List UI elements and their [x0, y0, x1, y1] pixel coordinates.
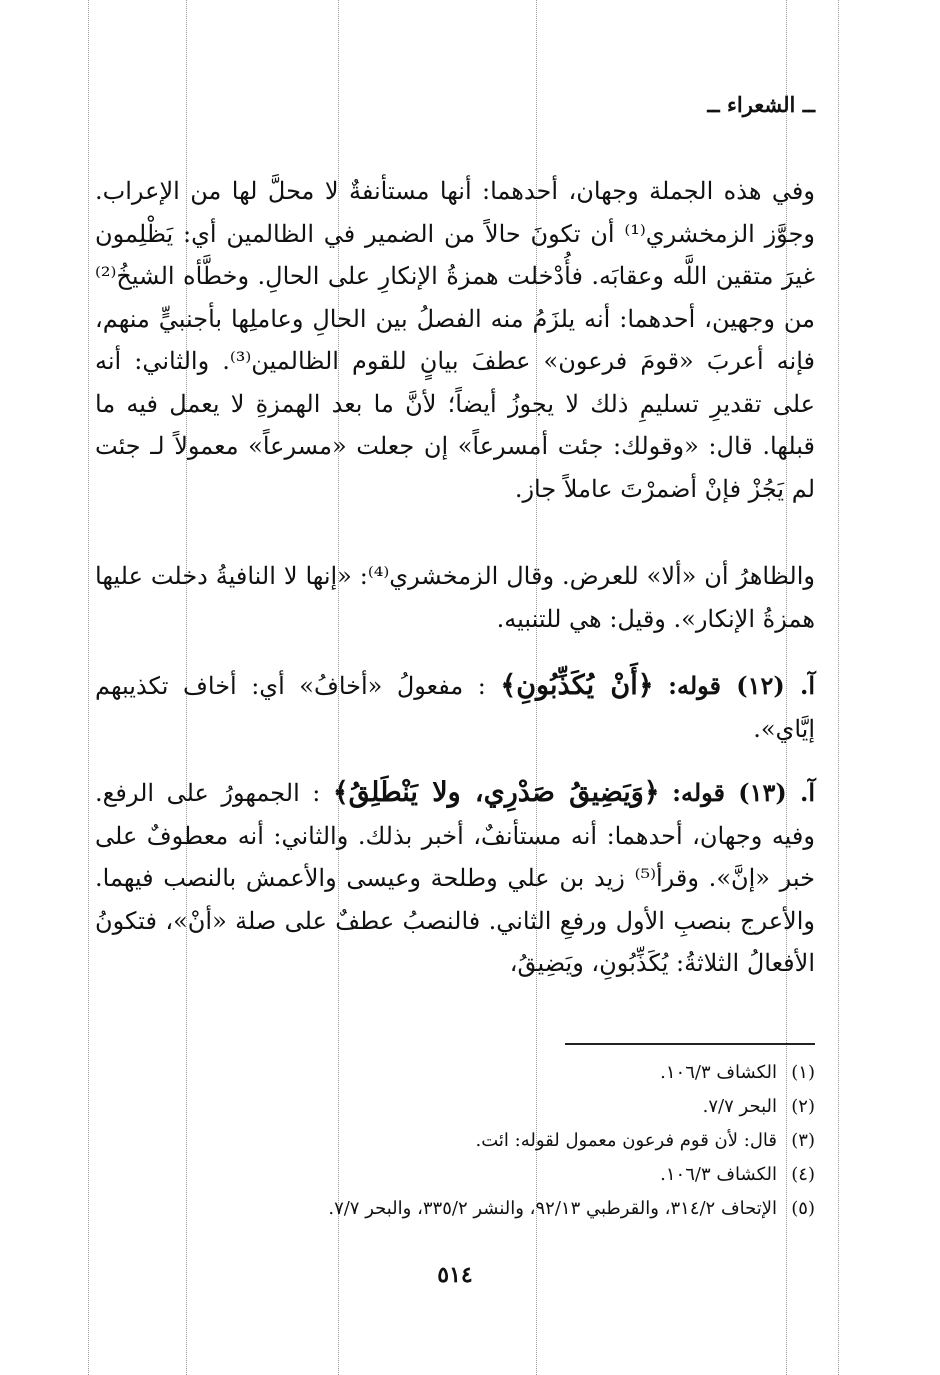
footnote-number: (٢) — [791, 1096, 815, 1117]
footnote-text: الإتحاف ٣١٤/٢، والقرطبي ٩٢/١٣، والنشر ٣٣٥/٢، والبحر ٧/٧. — [328, 1198, 777, 1219]
paragraph-1 — [95, 170, 815, 510]
footnote-text: الكشاف ١٠٦/٣. — [660, 1164, 777, 1185]
verse-13-text: : الجمهورُ على الرفع. وفيه وجهان، أحدهما: أنه مستأنفٌ، أخبر بذلك. والثاني: أنه معطوفٌ على خبر «إنَّ». وقرأ⁽⁵⁾ زيد بن علي وطلحة وعيسى والأعمش بالنصب فيهما. والأعرج بنصبِ الأول ورفعِ الثاني. فالنصبُ عطفٌ على صلة «أنْ»، فتكونُ الأفعالُ الثلاثةُ: يُكَذِّبُونِ، ويَضِيقُ، — [95, 779, 816, 977]
footnote-number: (٤) — [791, 1164, 815, 1185]
footnote-item — [95, 1158, 815, 1192]
footnote-item — [95, 1192, 815, 1226]
document-page — [95, 0, 815, 1375]
verse-12-text: : مفعولُ «أخافُ» أي: أخاف تكذيبهم إيَّاي». — [95, 672, 815, 743]
footnote-item — [95, 1124, 815, 1158]
footnote-item — [95, 1090, 815, 1124]
verse-12-commentary — [95, 665, 815, 750]
paragraph-1-text: وفي هذه الجملة وجهان، أحدهما: أنها مستأنفةٌ لا محلَّ لها من الإعراب. وجوَّز الزمخشري⁽¹⁾ أن تكونَ حالاً من الضمير في الظالمين أي: يَظْلِمون غيرَ متقين اللَّه وعقابَه. فأُدْخلت همزةُ الإنكارِ على الحالِ. وخطَّأه الشيخُ⁽²⁾ من وجهين، أحدهما: أنه يلزَمُ منه الفصلُ بين الحالِ وعاملِها بأجنبيٍّ منهم، فإنه أعربَ «قومَ فرعون» عطفَ بيانٍ للقوم الظالمين⁽³⁾. والثاني: أنه على تقديرِ تسليمِ ذلك لا يجوزُ أيضاً؛ لأنَّ ما بعد الهمزةِ لا يعمل فيه ما قبلها. قال: «وقولك: جئت أمسرعاً» إن جعلت «مسرعاً» معمولاً لـ جئت لم يَجُزْ فإنْ أضمرْتَ عاملاً جاز. — [95, 177, 816, 503]
footnote-number: (١) — [791, 1062, 815, 1083]
verse-13-label: آ. (١٣) قوله: — [672, 778, 815, 807]
footnotes — [95, 1056, 815, 1226]
scan-guide-line — [838, 0, 839, 1375]
footnote-item — [95, 1056, 815, 1090]
footnote-number: (٣) — [791, 1130, 815, 1151]
verse-13-quote: ﴿وَيَضِيقُ صَدْرِي، ولا يَنْطَلِقُ﴾ — [332, 777, 660, 808]
page-number: ٥١٤ — [437, 1262, 473, 1288]
verse-12-label: آ. (١٢) قوله: — [668, 671, 816, 700]
paragraph-2 — [95, 555, 815, 640]
verse-12-quote: ﴿أَنْ يُكَذِّبُونِ﴾ — [500, 670, 654, 701]
footnote-number: (٥) — [791, 1198, 815, 1219]
footnote-text: قال: لأن قوم فرعون معمول لقوله: ائت. — [475, 1130, 777, 1151]
paragraph-2-text: والظاهرُ أن «ألا» للعرض. وقال الزمخشري⁽⁴⁾: «إنها لا النافيةُ دخلت عليها همزةُ الإنكار». وقيل: هي للتنبيه. — [95, 562, 815, 633]
verse-13-commentary — [95, 772, 815, 985]
footnote-separator — [565, 1043, 815, 1045]
footnote-text: الكشاف ١٠٦/٣. — [660, 1062, 777, 1083]
footnote-text: البحر ٧/٧. — [702, 1096, 777, 1117]
scan-guide-line — [88, 0, 89, 1375]
running-header: ــ الشعراء ــ — [707, 92, 815, 117]
